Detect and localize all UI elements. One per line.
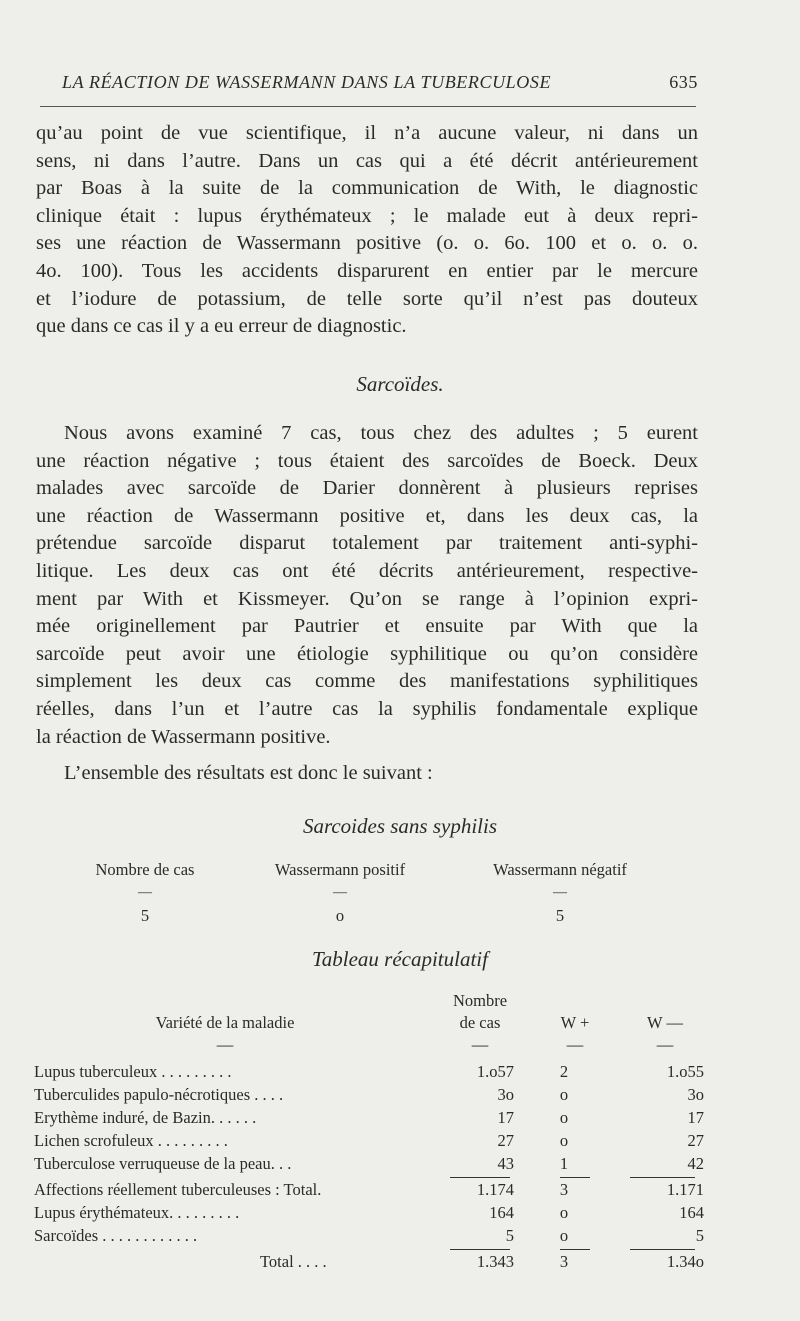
page-number: 635 [669,72,698,92]
cell-w-minus: 5 [695,1226,704,1245]
header-w-minus: W — [647,1013,683,1032]
cell-w-plus: 1 [559,1154,569,1173]
row-label: Lupus tuberculeux . . . . . . . . . [34,1062,232,1081]
text-line: sarcoïde peut avoir une étiologie syphilitique ou qu’on considère [36,642,698,665]
cell-cases: 1.343 [476,1252,514,1271]
row-label: Tuberculose verruqueuse de la peau. . . [34,1154,292,1173]
text-line: Nous avons examiné 7 cas, tous chez des adultes ; 5 eurent [64,422,698,444]
sum-rule [560,1177,590,1178]
cell-w-minus: 164 [679,1203,704,1222]
text-line: simplement les deux cas comme des manifestations syphilitiques [36,670,698,693]
text-line: ment par With et Kissmeyer. Qu’on se range à l’opinion expri- [36,587,698,610]
cell-w-plus: o [559,1085,569,1104]
header-nombre-1: Nombre [452,991,508,1010]
column-header: Wassermann positif [274,860,406,879]
table-row [34,1062,704,1085]
cell-cases: 3o [497,1085,514,1104]
table-row-total [34,1252,704,1275]
header-w-plus: W + [560,1013,590,1032]
cell-cases: 1.o57 [476,1062,514,1081]
text-line: clinique était : lupus érythémateux ; le malade eut à deux repri- [36,204,698,227]
table1-col-cases [70,860,220,926]
dash: — [656,1035,674,1054]
text-line: litique. Les deux cas ont été décrits antérieurement, respective- [36,559,698,582]
text-line: que dans ce cas il y a eu erreur de diagnostic. [36,315,407,338]
sum-rule [630,1177,695,1178]
header-nombre-2: de cas [459,1013,501,1032]
cell-w-minus: 1.o55 [666,1062,704,1081]
paragraph-1 [36,120,698,341]
table1-title: Sarcoides sans syphilis [302,814,498,838]
cell-w-minus: 42 [687,1154,704,1173]
cell-w-minus: 3o [687,1085,704,1104]
dash: — [553,885,567,900]
cell-w-minus: 1.34o [666,1252,704,1271]
text-line: réelles, dans l’un et l’autre cas la syphilis fondamentale explique [36,697,698,720]
cell-w-plus: 3 [559,1252,569,1271]
text-line: sens, ni dans l’autre. Dans un cas qui a été décrit antérieurement [36,149,698,172]
table-row [34,1226,704,1249]
header-rule [40,106,696,107]
row-label: Lupus érythémateux. . . . . . . . . [34,1203,240,1222]
text-line: et l’iodure de potassium, de telle sorte qu’il n’est pas douteux [36,287,698,310]
cell-w-plus: o [559,1108,569,1127]
text-line: par Boas à la suite de la communication de With, le diagnostic [36,177,698,200]
cell-w-plus: o [559,1226,569,1245]
sum-rule [450,1249,510,1250]
table-row [34,1154,704,1177]
section-heading: Sarcoïdes. [356,372,444,396]
cell-cases: 1.174 [476,1180,514,1199]
header-variety: Variété de la maladie [155,1013,295,1032]
table-row [34,1131,704,1154]
paragraph-2 [36,420,698,751]
running-title: LA RÉACTION DE WASSERMANN DANS LA TUBERCULOSE [62,72,552,92]
cell-value: o [335,906,345,925]
sum-rule [560,1249,590,1250]
cell-w-plus: 3 [559,1180,569,1199]
cell-w-plus: o [559,1203,569,1222]
cell-w-minus: 27 [687,1131,704,1150]
text-line: prétendue sarcoïde disparut totalement par traitement anti-syphi- [36,532,698,555]
cell-cases: 43 [497,1154,514,1173]
table1-col-negative [460,860,660,926]
cell-cases: 27 [497,1131,514,1150]
cell-cases: 5 [505,1226,514,1245]
table2-title: Tableau récapitulatif [312,947,488,971]
dash: — [138,885,152,900]
dash: — [471,1035,489,1054]
row-label: Erythème induré, de Bazin. . . . . . [34,1108,257,1127]
text-line: qu’au point de vue scientifique, il n’a aucune valeur, ni dans un [36,122,698,144]
sum-rule [450,1177,510,1178]
column-header: Nombre de cas [95,860,195,879]
table-row [34,1203,704,1226]
text-line: mée originellement par Pautrier et ensuite par With que la [36,615,698,638]
text-line: la réaction de Wassermann positive. [36,725,331,748]
row-label: Lichen scrofuleux . . . . . . . . . [34,1131,228,1150]
cell-value: 5 [555,906,565,925]
dash: — [216,1035,234,1054]
table1-col-positive [240,860,440,926]
sum-rule [630,1249,695,1250]
paragraph-3: L’ensemble des résultats est donc le suivant : [64,762,433,784]
table-row [34,1108,704,1131]
table-row [34,1085,704,1108]
text-line: ses une réaction de Wassermann positive (o. o. 6o. 100 et o. o. o. [36,232,698,255]
table-row-subtotal [34,1180,704,1203]
cell-w-minus: 1.171 [666,1180,704,1199]
dash: — [566,1035,584,1054]
row-label: Total . . . . [260,1252,327,1271]
row-label: Sarcoïdes . . . . . . . . . . . . [34,1226,198,1245]
column-header: Wassermann négatif [493,860,627,879]
text-line: une réaction négative ; tous étaient des sarcoïdes de Boeck. Deux [36,449,698,472]
cell-cases: 17 [497,1108,514,1127]
cell-w-plus: o [559,1131,569,1150]
text-line: 4o. 100). Tous les accidents disparurent en entier par le mercure [36,259,698,282]
text-line: malades avec sarcoïde de Darier donnèrent à plusieurs reprises [36,477,698,500]
cell-value: 5 [140,906,150,925]
row-label: Affections réellement tuberculeuses : Total. [34,1180,322,1199]
cell-w-plus: 2 [559,1062,569,1081]
text-line: une réaction de Wassermann positive et, dans les deux cas, la [36,504,698,527]
row-label: Tuberculides papulo-nécrotiques . . . . [34,1085,284,1104]
cell-w-minus: 17 [687,1108,704,1127]
cell-cases: 164 [489,1203,514,1222]
dash: — [333,885,347,900]
